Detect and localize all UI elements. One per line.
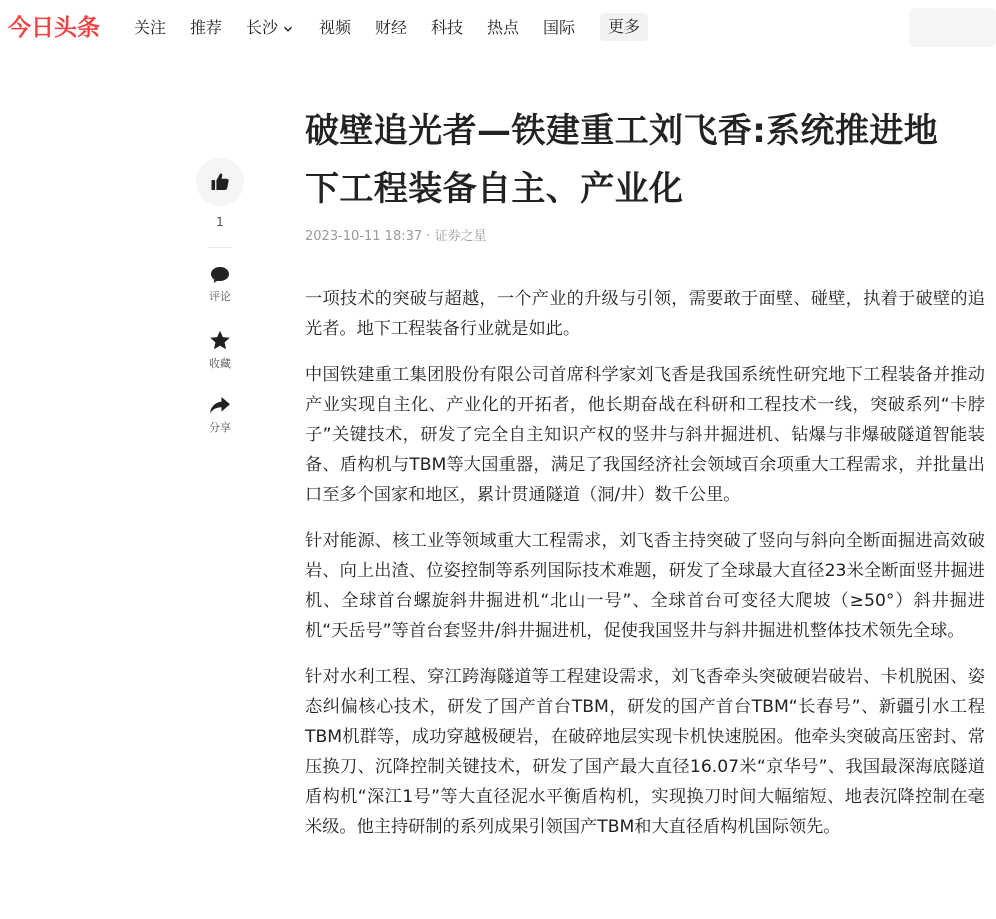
nav-more-button[interactable]: 更多 bbox=[600, 13, 648, 41]
comment-label: 评论 bbox=[209, 290, 231, 303]
nav-item-recommend[interactable]: 推荐 bbox=[190, 18, 223, 37]
article-paragraph: 一项技术的突破与超越，一个产业的升级与引领，需要敢于面壁、碰壁，执着于破壁的追光者。地下工程装备行业就是如此。 bbox=[305, 289, 985, 339]
site-logo[interactable]: 今日头条 bbox=[8, 15, 100, 41]
collect-label: 收藏 bbox=[209, 357, 231, 370]
article-source[interactable]: 证券之星 bbox=[434, 229, 487, 244]
publish-time: 2023-10-11 18:37 bbox=[305, 229, 423, 244]
rail-divider bbox=[208, 247, 232, 248]
share-label: 分享 bbox=[209, 421, 231, 434]
comment-bubble-icon bbox=[196, 266, 244, 284]
star-icon bbox=[196, 330, 244, 351]
article-title: 破壁追光者—铁建重工刘飞香:系统推进地下工程装备自主、产业化 bbox=[305, 111, 939, 209]
nav-item-finance[interactable]: 财经 bbox=[375, 18, 408, 37]
meta-separator: · bbox=[426, 229, 435, 244]
article-paragraph: 中国铁建重工集团股份有限公司首席科学家刘飞香是我国系统性研究地下工程装备并推动产业实现自主化、产业化的开拓者，他长期奋战在科研和工程技术一线，突破系列“卡脖子”关键技术，研发了完全自主知识产权的竖井与斜井掘进机、钻爆与非爆破隧道智能装备、盾构机与TBM等大国重器，满足了我国经济社会领域百余项重大工程需求，并批量出口至多个国家和地区，累计贯通隧道（洞/井）数千公里。 bbox=[305, 365, 985, 505]
nav-item-hot[interactable]: 热点 bbox=[487, 18, 520, 37]
article-paragraph: 针对水利工程、穿江跨海隧道等工程建设需求，刘飞香牵头突破硬岩破岩、卡机脱困、姿态纠偏核心技术，研发了国产首台TBM，研发的国产首台TBM“长春号”、新疆引水工程TBM机群等，成功穿越极硬岩，在破碎地层实现卡机快速脱困。他牵头突破高压密封、常压换刀、沉降控制关键技术，研发了国产最大直径16.07米“京华号”、我国最深海底隧道盾构机“深江1号”等大直径泥水平衡盾构机，实现换刀时间大幅缩短、地表沉降控制在毫米级。他主持研制的系列成果引领国产TBM和大直径盾构机国际领先。 bbox=[305, 667, 985, 837]
top-header bbox=[0, 0, 996, 56]
nav-item-follow[interactable]: 关注 bbox=[134, 18, 167, 37]
article-paragraph: 针对能源、核工业等领域重大工程需求，刘飞香主持突破了竖向与斜向全断面掘进高效破岩、向上出渣、位姿控制等系列国际技术难题，研发了全球最大直径23米全断面竖井掘进机、全球首台螺旋斜井掘进机“北山一号”、全球首台可变径大爬坡（≥50°）斜井掘进机“天岳号”等首台套竖井/斜井掘进机，促使我国竖井与斜井掘进机整体技术领先全球。 bbox=[305, 531, 985, 641]
comment-button[interactable] bbox=[196, 266, 244, 304]
chevron-down-icon bbox=[283, 17, 293, 41]
article-body bbox=[305, 284, 985, 858]
like-count: 1 bbox=[216, 215, 224, 229]
nav-item-international[interactable]: 国际 bbox=[543, 18, 576, 37]
share-arrow-icon bbox=[196, 396, 244, 415]
like-button[interactable] bbox=[196, 158, 244, 206]
nav-item-tech[interactable]: 科技 bbox=[431, 18, 464, 37]
nav-item-video[interactable]: 视频 bbox=[319, 18, 352, 37]
nav-item-city-label: 长沙 bbox=[246, 18, 279, 37]
share-button[interactable] bbox=[196, 396, 244, 435]
collect-button[interactable] bbox=[196, 330, 244, 371]
search-box[interactable] bbox=[909, 8, 996, 47]
nav-item-city[interactable] bbox=[246, 16, 293, 41]
article-meta bbox=[305, 228, 487, 246]
